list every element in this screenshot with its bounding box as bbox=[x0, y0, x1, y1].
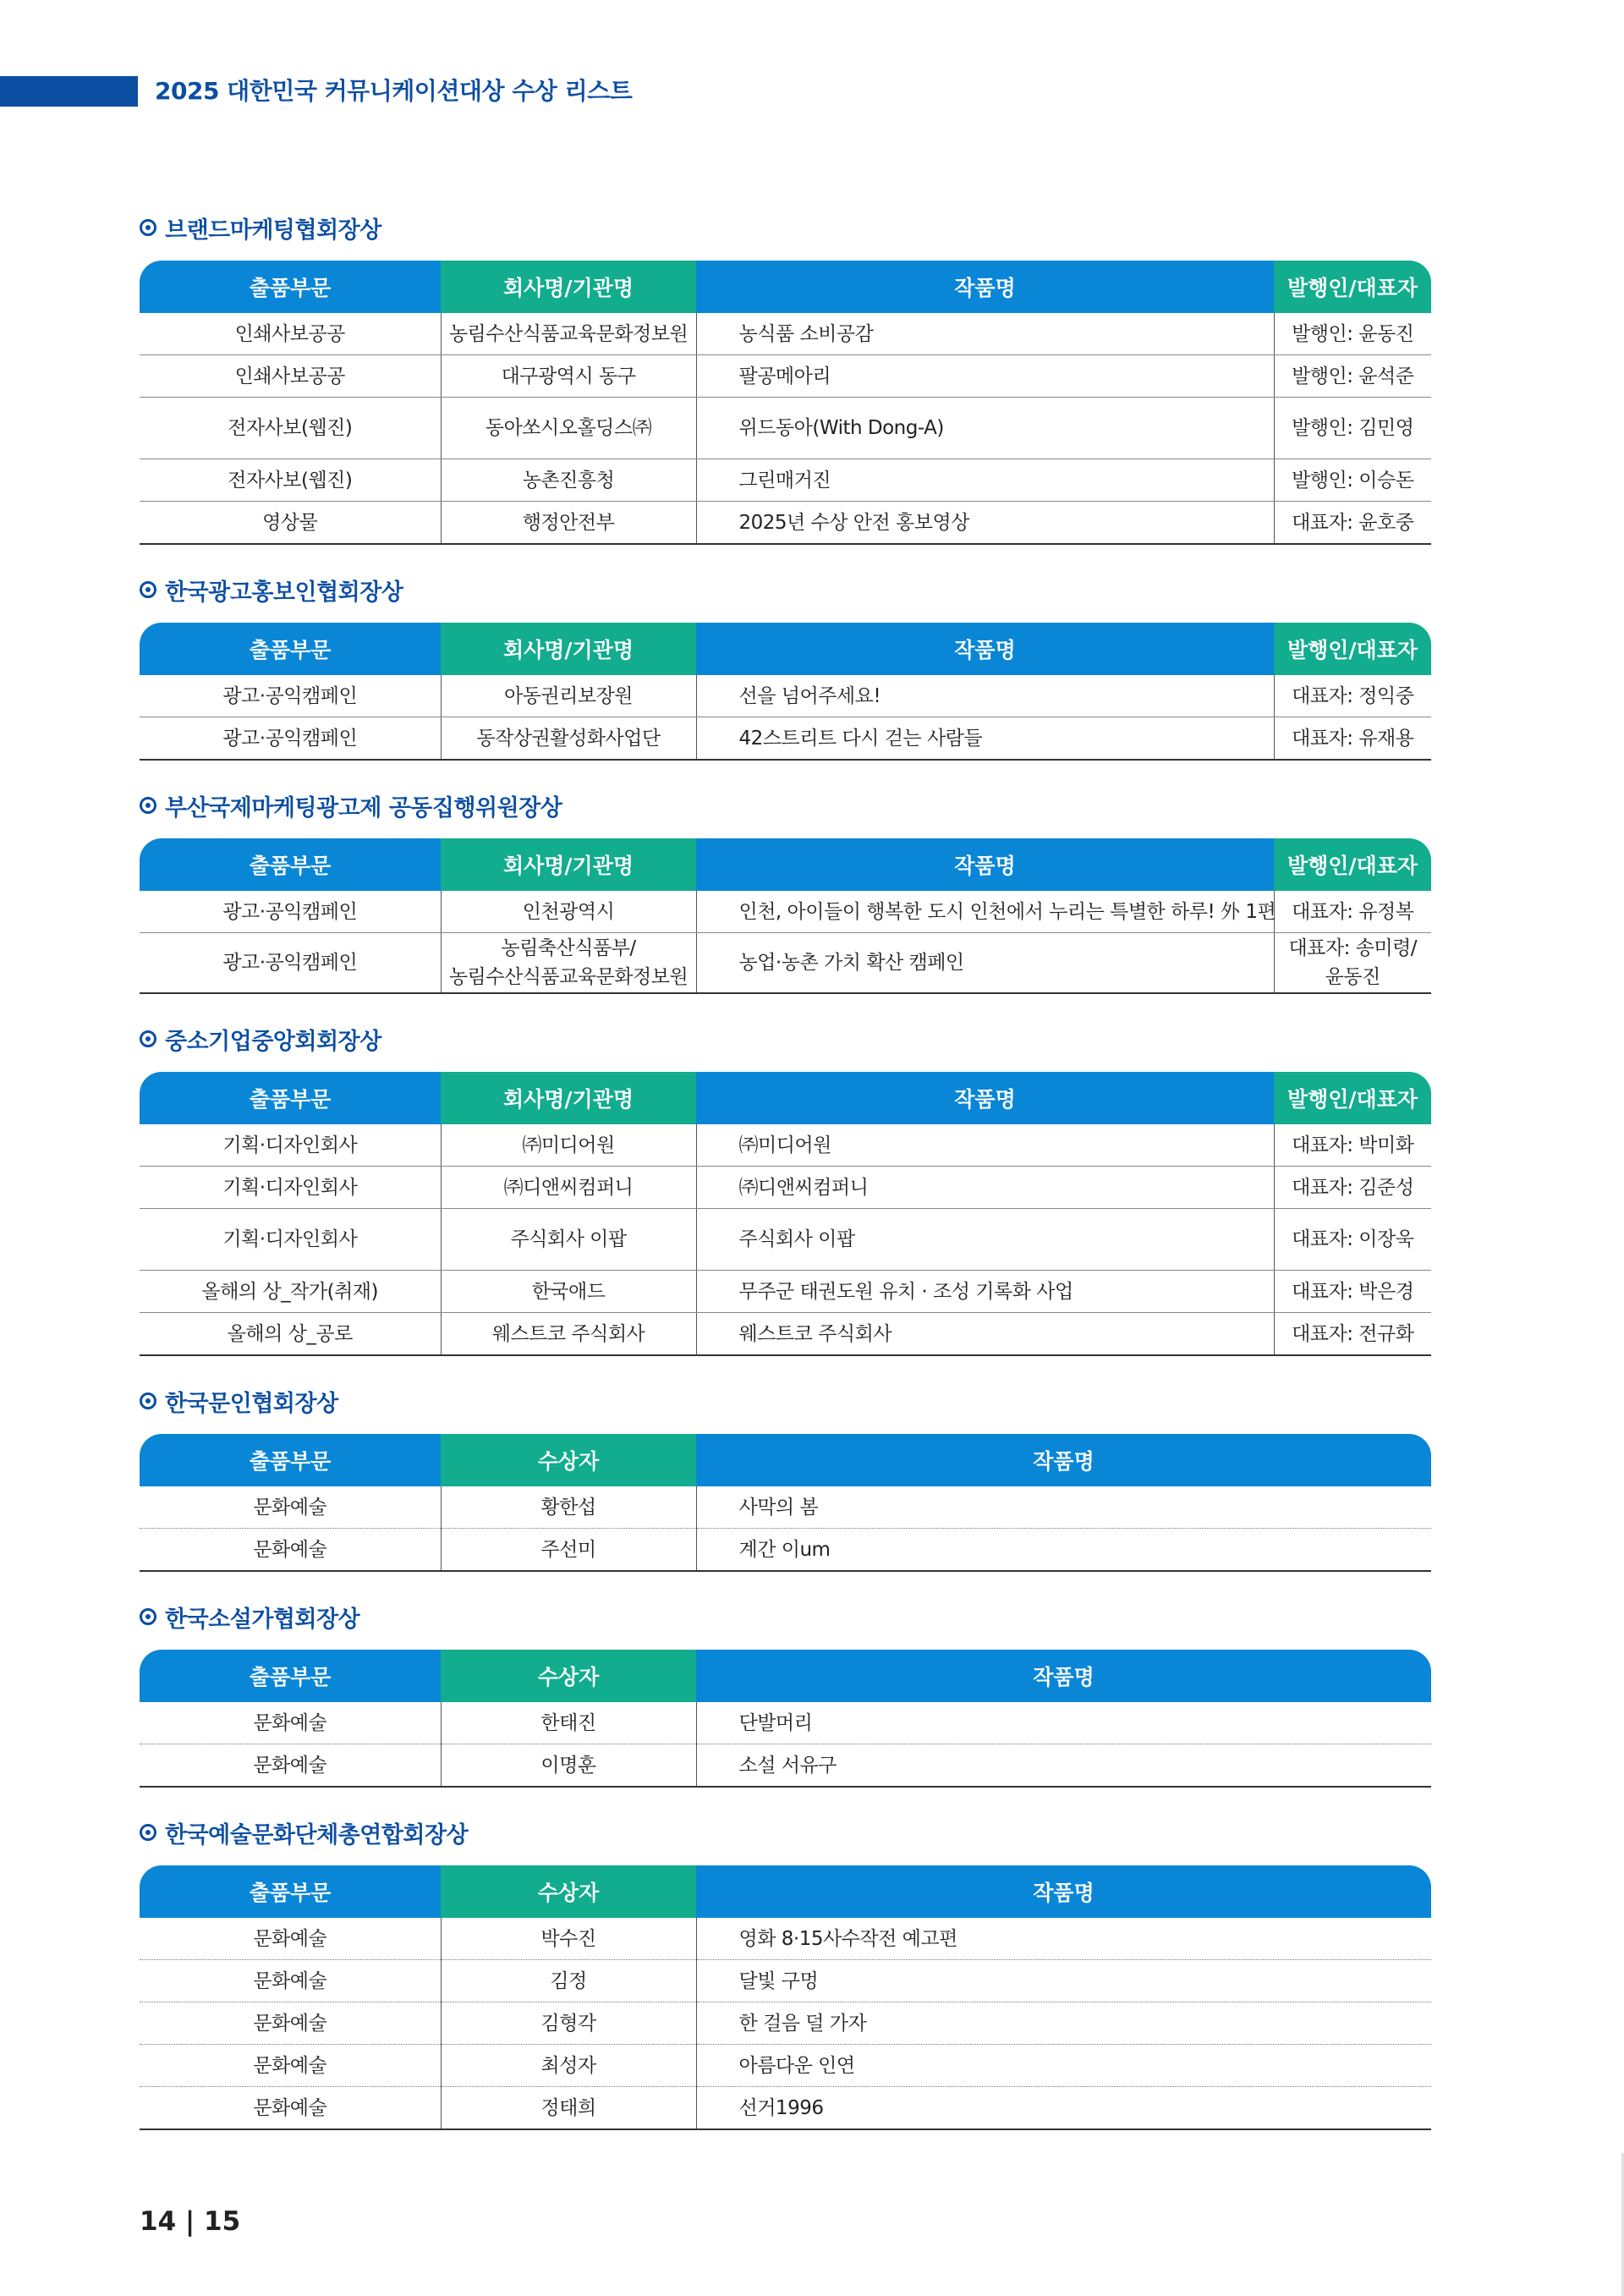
section-title-text: 한국문인협회장상 bbox=[165, 1390, 338, 1417]
award-table bbox=[140, 838, 1431, 994]
cell-org: 대구광역시 동구 bbox=[441, 355, 696, 398]
table-row bbox=[140, 2087, 1431, 2130]
cell-category: 문화예술 bbox=[140, 2045, 441, 2087]
table-header bbox=[140, 623, 1431, 675]
cell-org: 주식회사 이팝 bbox=[441, 1209, 696, 1271]
cell-rep: 대표자: 박미화 bbox=[1274, 1124, 1431, 1167]
cell-title: 단발머리 bbox=[696, 1702, 1431, 1744]
cell-rep: 대표자: 이장욱 bbox=[1274, 1209, 1431, 1271]
cell-rep bbox=[1274, 933, 1431, 994]
section-title bbox=[140, 1021, 1431, 1057]
cell-org bbox=[441, 933, 696, 994]
cell-title: 주식회사 이팝 bbox=[696, 1209, 1274, 1271]
col-header: 발행인/대표자 bbox=[1274, 838, 1431, 891]
col-header: 수상자 bbox=[441, 1434, 696, 1486]
col-header: 출품부문 bbox=[140, 261, 441, 313]
cell-rep: 대표자: 정익중 bbox=[1274, 675, 1431, 717]
cell-rep: 대표자: 윤호중 bbox=[1292, 511, 1414, 534]
cell-title: 2025년 수상 안전 홍보영상 bbox=[696, 502, 1274, 545]
cell-winner: 최성자 bbox=[441, 2045, 696, 2087]
cell-org: 한국애드 bbox=[441, 1271, 696, 1313]
cell-category: 광고·공익캠페인 bbox=[140, 717, 441, 761]
table-row bbox=[140, 933, 1431, 994]
section-title-text: 한국예술문화단체총연합회장상 bbox=[165, 1821, 469, 1848]
cell-title: 농업·농촌 가치 확산 캠페인 bbox=[696, 933, 1274, 994]
cell-title: 그린매거진 bbox=[696, 459, 1274, 502]
col-header: 출품부문 bbox=[140, 1865, 441, 1918]
col-header: 회사명/기관명 bbox=[441, 1072, 696, 1124]
cell-category: 기획·디자인회사 bbox=[140, 1209, 441, 1271]
bullet-icon bbox=[140, 581, 156, 598]
bullet-icon bbox=[140, 797, 156, 814]
section-title-text: 중소기업중앙회회장상 bbox=[165, 1028, 381, 1055]
cell-rep: 발행인: 김민영 bbox=[1274, 398, 1431, 459]
cell-title: 선을 넘어주세요! bbox=[696, 675, 1274, 717]
award-table bbox=[140, 1650, 1431, 1788]
table-row bbox=[140, 1918, 1431, 1960]
cell-rep-line: 윤동진 bbox=[1325, 966, 1380, 988]
cell-org-line: 농림축산식품부/ bbox=[501, 937, 636, 959]
cell-category: 문화예술 bbox=[140, 1486, 441, 1529]
cell-title: 팔공메아리 bbox=[696, 355, 1274, 398]
cell-winner: 이명훈 bbox=[441, 1744, 696, 1788]
cell-category: 문화예술 bbox=[140, 2002, 441, 2045]
section-title bbox=[140, 1815, 1431, 1850]
section-title bbox=[140, 210, 1431, 245]
cell-title: 인천, 아이들이 행복한 도시 인천에서 누리는 특별한 하루! 外 1편 bbox=[696, 891, 1274, 933]
col-header: 작품명 bbox=[696, 1865, 1431, 1918]
table-row bbox=[140, 398, 1431, 459]
table-header bbox=[140, 1865, 1431, 1918]
table-header bbox=[140, 1650, 1431, 1702]
cell-category: 인쇄사보공공 bbox=[140, 313, 441, 355]
cell-category: 올해의 상_작가(취재) bbox=[140, 1271, 441, 1313]
cell-rep: 대표자: 김준성 bbox=[1274, 1167, 1431, 1209]
col-header: 작품명 bbox=[696, 1650, 1431, 1702]
col-header: 출품부문 bbox=[140, 838, 441, 891]
award-table bbox=[140, 261, 1431, 545]
cell-org-line: 농림수산식품교육문화정보원 bbox=[448, 966, 689, 988]
cell-winner: 한태진 bbox=[441, 1702, 696, 1744]
cell-org: 농촌진흥청 bbox=[441, 459, 696, 502]
table-row bbox=[140, 717, 1431, 761]
cell-title: ㈜미디어원 bbox=[696, 1124, 1274, 1167]
table-row bbox=[140, 1486, 1431, 1529]
table-row bbox=[140, 1313, 1431, 1356]
cell-rep: 대표자: 전규화 bbox=[1292, 1322, 1414, 1345]
cell-title: 소설 서유구 bbox=[738, 1754, 837, 1777]
award-table bbox=[140, 1434, 1431, 1572]
cell-title: 계간 이um bbox=[738, 1538, 831, 1561]
col-header: 발행인/대표자 bbox=[1274, 261, 1431, 313]
bullet-icon bbox=[140, 1608, 156, 1625]
col-header: 출품부문 bbox=[140, 623, 441, 675]
cell-category: 인쇄사보공공 bbox=[140, 355, 441, 398]
cell-category: 올해의 상_공로 bbox=[140, 1313, 441, 1356]
cell-winner: 김형각 bbox=[441, 2002, 696, 2045]
col-header: 회사명/기관명 bbox=[441, 261, 696, 313]
cell-title: 한 걸음 덜 가자 bbox=[696, 2002, 1431, 2045]
cell-org: 행정안전부 bbox=[441, 502, 696, 545]
cell-category: 기획·디자인회사 bbox=[140, 1124, 441, 1167]
table-row bbox=[140, 1702, 1431, 1744]
bullet-icon bbox=[140, 219, 156, 236]
cell-title: 웨스트코 주식회사 bbox=[696, 1313, 1274, 1356]
table-row bbox=[140, 502, 1431, 545]
cell-title: 농식품 소비공감 bbox=[696, 313, 1274, 355]
cell-title: 사막의 봄 bbox=[696, 1486, 1431, 1529]
cell-category: 문화예술 bbox=[140, 1529, 441, 1572]
section-title-text: 한국광고홍보인협회장상 bbox=[165, 579, 403, 606]
cell-org: 농림수산식품교육문화정보원 bbox=[441, 313, 696, 355]
cell-category: 기획·디자인회사 bbox=[140, 1167, 441, 1209]
section-title bbox=[140, 1599, 1431, 1634]
section-title-text: 부산국제마케팅광고제 공동집행위원장상 bbox=[165, 794, 562, 821]
cell-rep: 발행인: 윤석준 bbox=[1274, 355, 1431, 398]
cell-rep: 발행인: 이승돈 bbox=[1274, 459, 1431, 502]
col-header: 출품부문 bbox=[140, 1072, 441, 1124]
section-title bbox=[140, 788, 1431, 823]
cell-rep: 대표자: 유정복 bbox=[1274, 891, 1431, 933]
table-row bbox=[140, 355, 1431, 398]
cell-winner: 주선미 bbox=[441, 1529, 696, 1572]
table-row bbox=[140, 675, 1431, 717]
table-row bbox=[140, 1271, 1431, 1313]
cell-org: 동아쏘시오홀딩스㈜ bbox=[441, 398, 696, 459]
bullet-icon bbox=[140, 1030, 156, 1047]
table-header bbox=[140, 838, 1431, 891]
col-header: 출품부문 bbox=[140, 1650, 441, 1702]
section-novelists-association bbox=[140, 1599, 1431, 1788]
bullet-icon bbox=[140, 1824, 156, 1841]
cell-org: 웨스트코 주식회사 bbox=[441, 1313, 696, 1356]
cell-rep-line: 대표자: 송미령/ bbox=[1288, 937, 1418, 959]
cell-winner: 박수진 bbox=[441, 1918, 696, 1960]
content-area bbox=[140, 210, 1431, 2130]
cell-category: 전자사보(웹진) bbox=[140, 398, 441, 459]
section-title bbox=[140, 572, 1431, 607]
col-header: 작품명 bbox=[696, 1434, 1431, 1486]
section-title-text: 한국소설가협회장상 bbox=[165, 1606, 360, 1633]
cell-rep: 발행인: 윤동진 bbox=[1274, 313, 1431, 355]
table-row bbox=[140, 1209, 1431, 1271]
cell-title: 위드동아(With Dong-A) bbox=[696, 398, 1274, 459]
table-row bbox=[140, 2045, 1431, 2087]
col-header: 수상자 bbox=[441, 1865, 696, 1918]
cell-category: 광고·공익캠페인 bbox=[140, 891, 441, 933]
col-header: 수상자 bbox=[441, 1650, 696, 1702]
section-title-text: 브랜드마케팅협회장상 bbox=[165, 217, 381, 244]
cell-title: 영화 8·15사수작전 예고편 bbox=[696, 1918, 1431, 1960]
table-row bbox=[140, 2002, 1431, 2045]
cell-category: 광고·공익캠페인 bbox=[140, 933, 441, 994]
bullet-icon bbox=[140, 1392, 156, 1409]
cell-category: 광고·공익캠페인 bbox=[140, 675, 441, 717]
col-header: 작품명 bbox=[696, 261, 1274, 313]
cell-title: 선거1996 bbox=[738, 2096, 824, 2119]
table-row bbox=[140, 313, 1431, 355]
header-accent-bar bbox=[0, 76, 138, 107]
cell-org: 동작상권활성화사업단 bbox=[441, 717, 696, 761]
cell-category: 문화예술 bbox=[140, 1918, 441, 1960]
award-table bbox=[140, 623, 1431, 761]
table-row bbox=[140, 1167, 1431, 1209]
award-table bbox=[140, 1865, 1431, 2130]
section-title bbox=[140, 1383, 1431, 1419]
cell-org: ㈜미디어원 bbox=[441, 1124, 696, 1167]
cell-title: 달빛 구멍 bbox=[696, 1960, 1431, 2002]
page-number: 14 | 15 bbox=[140, 2206, 241, 2237]
section-kbiz bbox=[140, 1021, 1431, 1356]
cell-winner: 김정 bbox=[441, 1960, 696, 2002]
col-header: 작품명 bbox=[696, 838, 1274, 891]
cell-org: 아동권리보장원 bbox=[441, 675, 696, 717]
table-row bbox=[140, 1960, 1431, 2002]
table-header bbox=[140, 1434, 1431, 1486]
table-row bbox=[140, 891, 1431, 933]
cell-rep: 대표자: 유재용 bbox=[1292, 727, 1414, 750]
cell-title: ㈜디앤씨컴퍼니 bbox=[696, 1167, 1274, 1209]
cell-title: 무주군 태권도원 유치 · 조성 기록화 사업 bbox=[696, 1271, 1274, 1313]
section-brand-marketing bbox=[140, 210, 1431, 545]
section-arts-federation bbox=[140, 1815, 1431, 2130]
cell-winner: 황한섭 bbox=[441, 1486, 696, 1529]
table-header bbox=[140, 261, 1431, 313]
cell-category: 문화예술 bbox=[140, 1702, 441, 1744]
cell-category: 문화예술 bbox=[140, 1960, 441, 2002]
page-header-title: 2025 대한민국 커뮤니케이션대상 수상 리스트 bbox=[155, 77, 633, 105]
col-header: 작품명 bbox=[696, 1072, 1274, 1124]
table-row bbox=[140, 1529, 1431, 1572]
table-row bbox=[140, 1744, 1431, 1788]
col-header: 회사명/기관명 bbox=[441, 838, 696, 891]
cell-title: 42스트리트 다시 걷는 사람들 bbox=[696, 717, 1274, 761]
col-header: 작품명 bbox=[696, 623, 1274, 675]
table-row bbox=[140, 1124, 1431, 1167]
section-advertising-pr bbox=[140, 572, 1431, 761]
section-writers-association bbox=[140, 1383, 1431, 1572]
col-header: 회사명/기관명 bbox=[441, 623, 696, 675]
col-header: 발행인/대표자 bbox=[1274, 623, 1431, 675]
col-header: 출품부문 bbox=[140, 1434, 441, 1486]
cell-rep: 대표자: 박은경 bbox=[1274, 1271, 1431, 1313]
cell-category: 영상물 bbox=[140, 502, 441, 545]
col-header: 발행인/대표자 bbox=[1274, 1072, 1431, 1124]
table-row bbox=[140, 459, 1431, 502]
cell-category: 전자사보(웹진) bbox=[140, 459, 441, 502]
cell-winner: 정태희 bbox=[441, 2087, 696, 2130]
section-busan-festival bbox=[140, 788, 1431, 994]
award-table bbox=[140, 1072, 1431, 1356]
cell-title: 아름다운 인연 bbox=[696, 2045, 1431, 2087]
table-header bbox=[140, 1072, 1431, 1124]
cell-org: 인천광역시 bbox=[441, 891, 696, 933]
cell-category: 문화예술 bbox=[140, 2087, 441, 2130]
cell-org: ㈜디앤씨컴퍼니 bbox=[441, 1167, 696, 1209]
cell-category: 문화예술 bbox=[140, 1744, 441, 1788]
